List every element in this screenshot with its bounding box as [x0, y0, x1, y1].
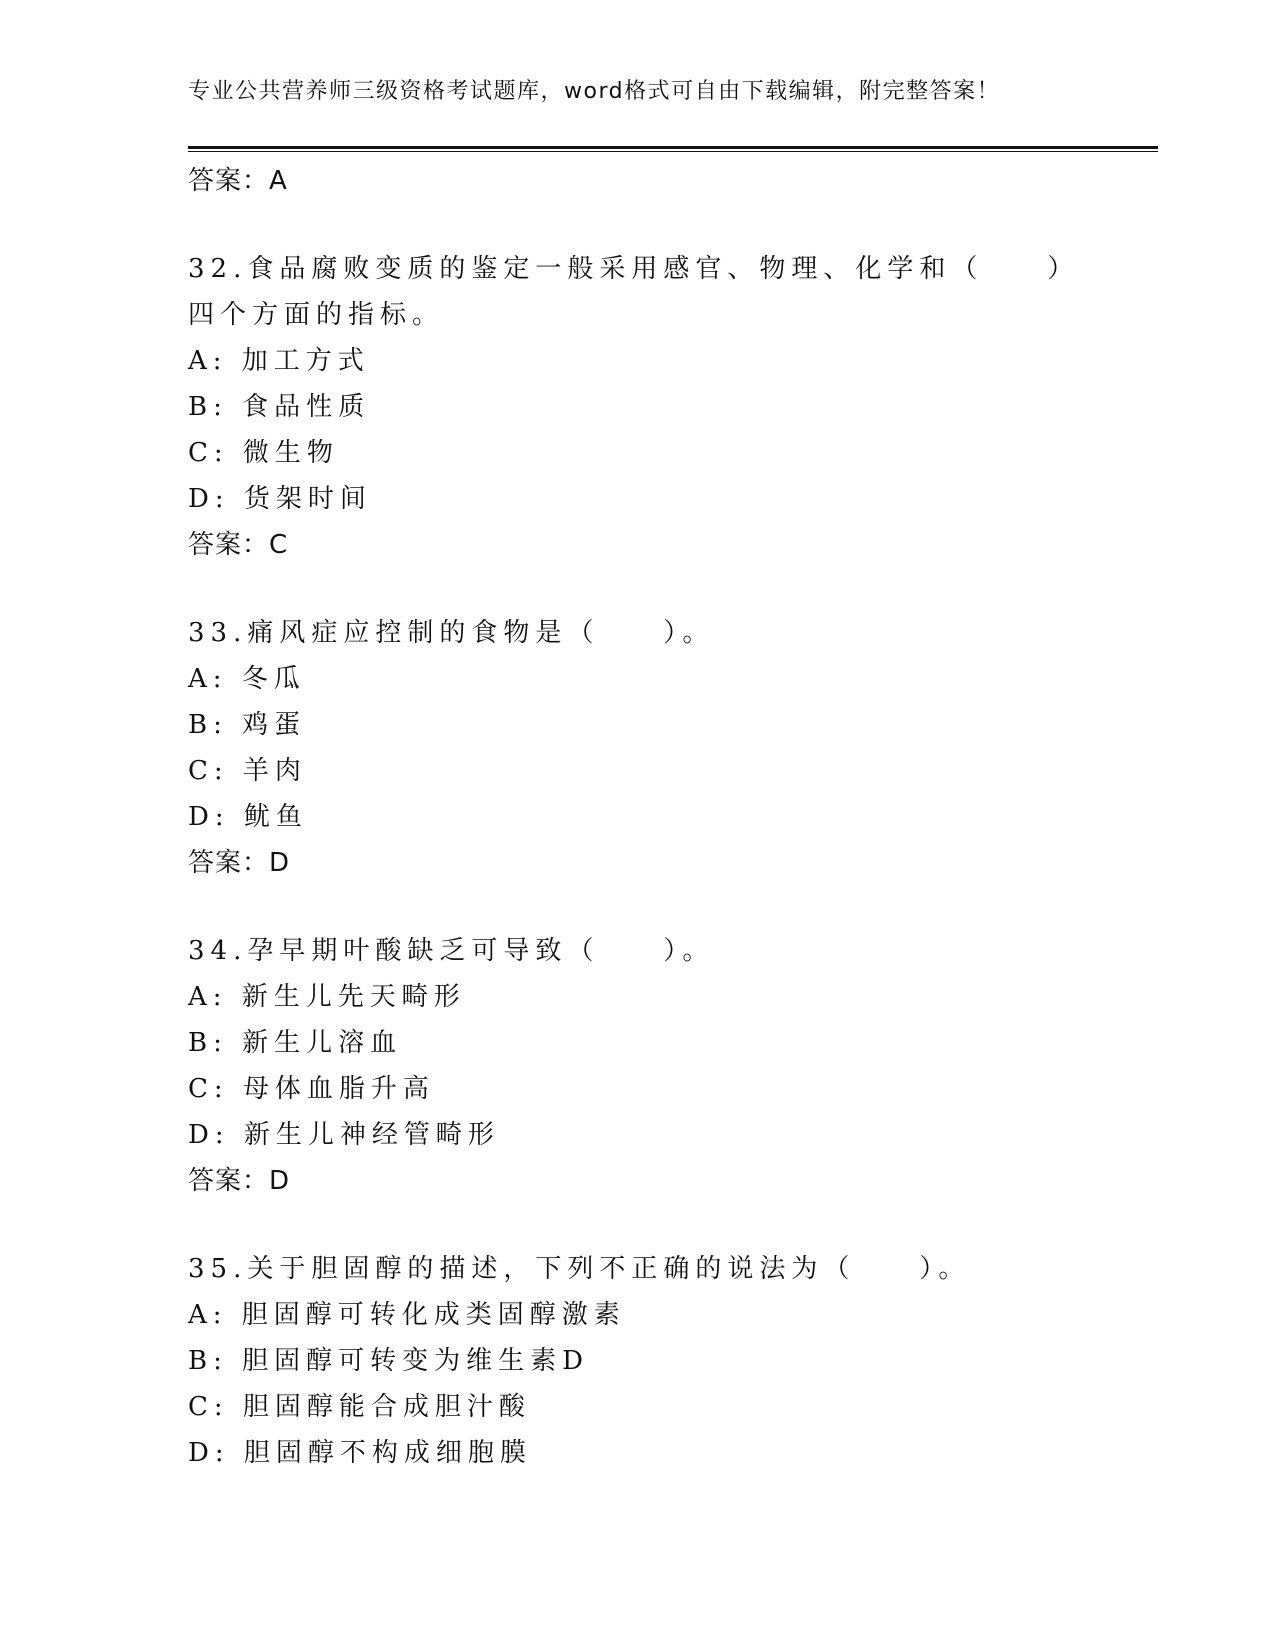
- option-b: B: 鸡蛋: [188, 710, 307, 740]
- question-list: [188, 158, 1088, 1476]
- question-33: [188, 610, 1088, 886]
- option-c: C: 母体血脂升高: [188, 1074, 435, 1104]
- option-c: C: 羊肉: [188, 756, 307, 786]
- header-rule-thick: [188, 146, 1158, 149]
- option-c: C: 微生物: [188, 438, 339, 468]
- option-a: A: 新生儿先天畸形: [188, 982, 466, 1012]
- option-b: B: 胆固醇可转变为维生素D: [188, 1346, 589, 1376]
- option-a: A: 加工方式: [188, 346, 370, 376]
- option-d: D: 胆固醇不构成细胞膜: [188, 1438, 532, 1468]
- option-b: B: 食品性质: [188, 392, 371, 422]
- previous-answer: 答案：A: [188, 166, 288, 196]
- option-d: D: 新生儿神经管畸形: [188, 1120, 500, 1150]
- question-text: 35.关于胆固醇的描述，下列不正确的说法为（ ）。: [188, 1254, 971, 1284]
- page-header: 专业公共营养师三级资格考试题库，word格式可自由下载编辑，附完整答案！: [188, 79, 1001, 104]
- option-a: A: 冬瓜: [188, 664, 306, 694]
- answer: 答案：C: [188, 530, 289, 560]
- option-d: D: 鱿鱼: [188, 802, 308, 832]
- answer: 答案：D: [188, 1166, 291, 1196]
- option-a: A: 胆固醇可转化成类固醇激素: [188, 1300, 626, 1330]
- question-text: 33.痛风症应控制的食物是（ ）。: [188, 618, 715, 648]
- option-b: B: 新生儿溶血: [188, 1028, 403, 1058]
- question-text: 32.食品腐败变质的鉴定一般采用感官、物理、化学和（ ）四个方面的指标。: [188, 254, 1080, 330]
- question-32: [188, 246, 1088, 568]
- question-35: [188, 1246, 1088, 1476]
- option-d: D: 货架时间: [188, 484, 372, 514]
- header-rule-thin: [188, 151, 1158, 152]
- option-c: C: 胆固醇能合成胆汁酸: [188, 1392, 531, 1422]
- question-34: [188, 928, 1088, 1204]
- question-text: 34.孕早期叶酸缺乏可导致（ ）。: [188, 936, 715, 966]
- answer: 答案：D: [188, 848, 291, 878]
